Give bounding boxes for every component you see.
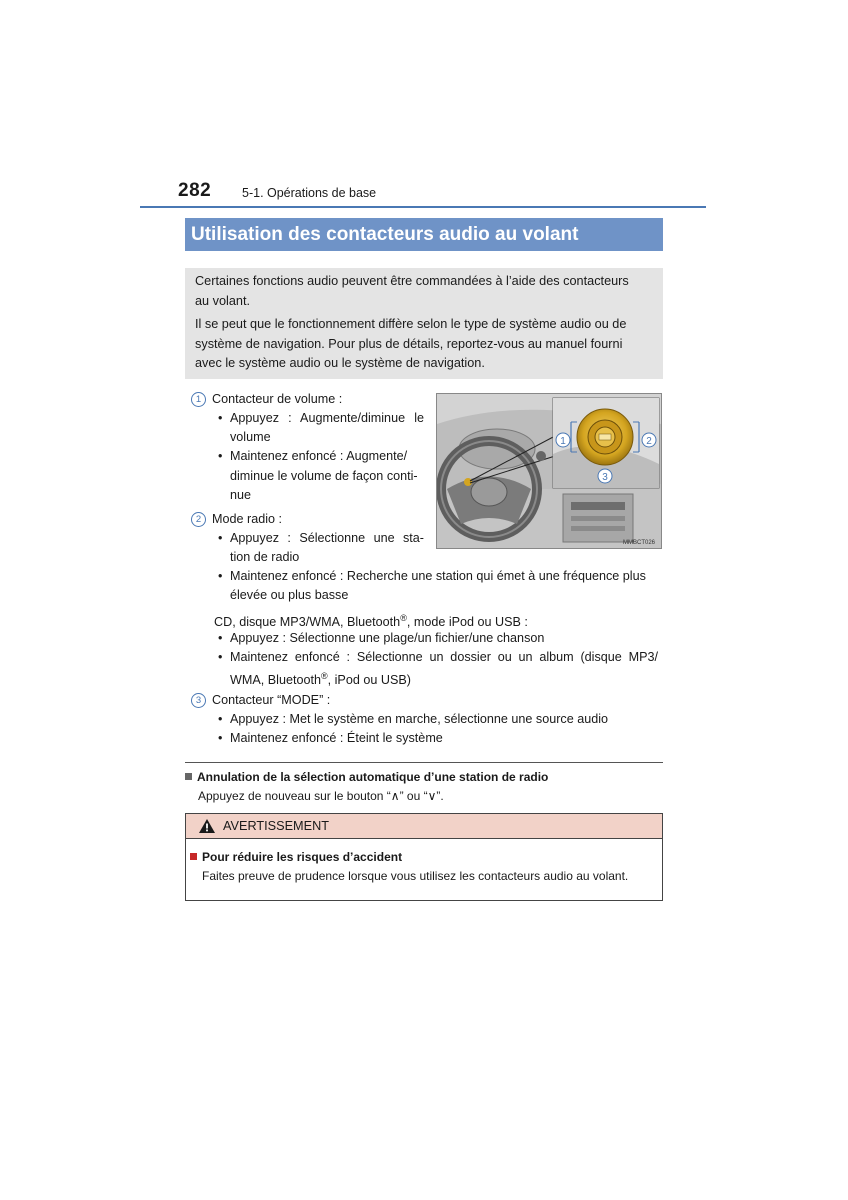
item-3-label: Contacteur “MODE” :: [212, 693, 331, 707]
item-1-bullet-2-line-2: diminue le volume de façon conti-: [230, 469, 418, 483]
registered-mark: ®: [400, 613, 407, 623]
item-2-bullet-1-line-2: tion de radio: [230, 550, 300, 564]
bullet-dot: •: [218, 631, 223, 645]
intro-paragraph-1: [195, 272, 653, 311]
note-divider: [185, 762, 663, 763]
gray-square-icon: [185, 773, 192, 780]
section-title: Utilisation des contacteurs audio au volant: [185, 218, 663, 251]
section-reference: 5-1. Opérations de base: [242, 186, 377, 200]
item-2-heading: [191, 510, 282, 529]
item-2-bullet-2-line-1: Maintenez enfoncé : Recherche une station qui émet à une fréquence plus: [230, 569, 646, 583]
item-1-bullet-1-line-2: volume: [230, 430, 271, 444]
item-1-label: Contacteur de volume :: [212, 392, 343, 406]
intro-p2-line1: Il se peut que le fonctionnement diffère selon le type de système audio ou de: [195, 317, 627, 331]
registered-mark: ®: [321, 671, 328, 681]
intro-p1-line2: au volant.: [195, 293, 251, 308]
bullet-dot: •: [218, 411, 223, 425]
item-3-bullet-1-text: Appuyez : Met le système en marche, sélectionne une source audio: [230, 712, 609, 726]
b4-line-2b: , iPod ou USB): [327, 673, 411, 688]
item-3-bullet-2-text: Maintenez enfoncé : Éteint le système: [230, 731, 443, 745]
intro-box: [185, 268, 663, 379]
header-rule: [140, 206, 706, 208]
cd-subheading-a: CD, disque MP3/WMA, Bluetooth: [214, 615, 401, 630]
item-2-bullet-3-text: Appuyez : Sélectionne une plage/un fichier/une chanson: [230, 631, 545, 645]
intro-p1-line1: Certaines fonctions audio peuvent être commandées à l’aide des contacteurs: [195, 274, 629, 288]
intro-p2-line2: système de navigation. Pour plus de détails, reportez-vous au manuel fourni: [195, 336, 623, 351]
note-title-text: Annulation de la sélection automatique d’une station de radio: [197, 770, 549, 784]
item-2-label: Mode radio :: [212, 512, 283, 526]
bullet-dot: •: [218, 650, 223, 664]
item-3-heading: [191, 691, 330, 710]
item-1-bullet-2-line-3: nue: [230, 488, 252, 502]
warning-text: Faites preuve de prudence lorsque vous utilisez les contacteurs audio au volant.: [202, 869, 629, 883]
callout-1: [556, 433, 570, 447]
red-square-icon: [190, 853, 197, 860]
item-1-number: 1: [191, 392, 206, 407]
warning-header: [186, 814, 662, 839]
item-1-bullet-2-line-1: Maintenez enfoncé : Augmente/: [230, 449, 408, 463]
intro-paragraph-2: [195, 315, 653, 374]
item-2-bullet-4-line-1: Maintenez enfoncé : Sélectionne un dossier ou un album (disque MP3/: [230, 650, 658, 664]
warning-title-text: Pour réduire les risques d’accident: [202, 850, 403, 864]
steering-wheel-drawing: [437, 394, 661, 548]
item-3-number: 3: [191, 693, 206, 708]
callout-2-label: 2: [646, 436, 652, 447]
callout-3: [598, 469, 612, 483]
item-2-bullet-1-line-1: Appuyez : Sélectionne une sta-: [230, 531, 424, 545]
bullet-dot: •: [218, 569, 223, 583]
bullet-dot: •: [218, 731, 223, 745]
bullet-dot: •: [218, 531, 223, 545]
bullet-dot: •: [218, 712, 223, 726]
figure-code: MMBCT026: [622, 540, 655, 546]
warning-title: [190, 850, 402, 864]
b4-line-2a: WMA, Bluetooth: [230, 673, 321, 688]
page-number: 282: [178, 180, 212, 201]
item-2-bullet-4-line-2: [230, 667, 411, 691]
item-1-bullet-1-line-1: Appuyez : Augmente/diminue le: [230, 411, 424, 425]
item-2-bullet-2-line-2: élevée ou plus basse: [230, 588, 349, 602]
cd-subheading-b: , mode iPod ou USB :: [406, 615, 528, 630]
note-text: Appuyez de nouveau sur le bouton “∧” ou “∨”.: [198, 789, 444, 803]
callout-1-label: 1: [560, 436, 566, 447]
intro-p2-line3: avec le système audio ou le système de navigation.: [195, 356, 485, 370]
item-1-heading: [191, 390, 342, 409]
item-2-number: 2: [191, 512, 206, 527]
warning-header-label: AVERTISSEMENT: [223, 819, 329, 833]
note-title: [185, 770, 548, 784]
callout-2: [642, 433, 656, 447]
callout-3-label: 3: [602, 472, 608, 483]
warning-triangle-icon: [198, 818, 216, 834]
bullet-dot: •: [218, 449, 223, 463]
steering-wheel-illustration: [436, 393, 662, 549]
